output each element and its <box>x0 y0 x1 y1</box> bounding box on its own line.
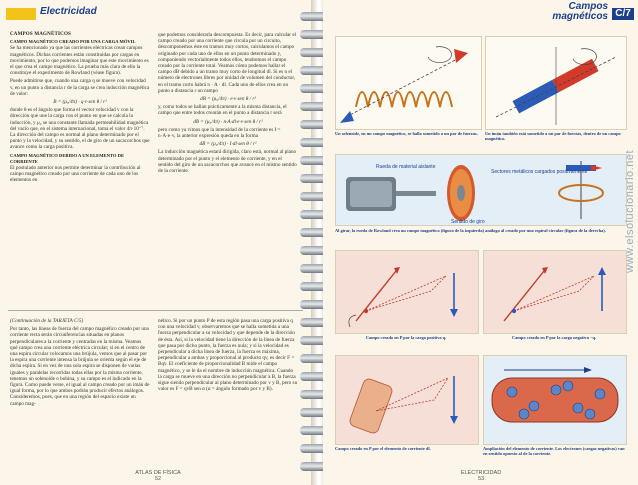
caption-wire: Ampliación del elemento de corriente. Los electrones (cargas negativas) van en sentido opuesto al de la corriente. <box>483 446 625 457</box>
electron-mark <box>573 403 583 413</box>
left-footer <box>128 470 188 482</box>
caption-negative: Campo creado en P por la carga negativa −q. <box>511 335 597 340</box>
watermark-url: www.elsolucionario.net <box>624 150 636 273</box>
paragraph: Por tanto, las líneas de fuerza del campo magnético creado por una corriente recta serán circunferencias situadas en planos perpendiculares a la corriente y centradas en la misma. Veamos qué campo crea una corriente eléctrica circular; si en el centro de una espira circular colocamos una brújula, vemos que al pasar por la espira una corriente intensa la brújula se orienta según el eje de dicha espira. Si en vez de una sola espira se disponen de varias iguales y paralelas recorridas todas ellas por la misma corriente, tenemos un solenoide o bobina, y su campo es el indicado en la figura. Como puede verse, el igual al campo creado por un imán de igual forma, por lo que ambos podrán producir efectos análogos. Consideremos, pues, que en una región del espacio existe un campo mag- <box>10 326 150 407</box>
left-bottom-column-1 <box>10 318 150 409</box>
paragraph: y, como todos se hallan prácticamente a la misma distancia, el campo que entre todos crearán en el punto a distancia r será <box>158 104 287 117</box>
paragraph: que podemos considerarla descompuesta. Es decir, para calcular el campo creado por una corriente que circula por un circuito, descomponemos éste en tramos muy cortos, calculamos el campo originado por cada uno de ellos en un punto determinado y, componiendo vectorialmente todos ellos, tendremos el campo creado por la corriente total. Veamos cómo podemos hallar el campo dB debido a un tramo muy corto de longitud dl. Si es n el número de electrones libres por unidad de volumen del conductor, en el tramo corto habrá n · A · dl. Cada uno de ellos crea en un punto a distancia r un campo <box>158 32 297 94</box>
caption-rowland: Al girar, la rueda de Rowland crea un campo magnético (figura de la izquierda) análogo al creado por una espiral circular (figura de la derecha). <box>335 228 606 233</box>
formula: B = (μ₀/4π) · q·v·sen θ / r² <box>53 99 107 106</box>
electron-mark <box>563 381 573 391</box>
electron-mark <box>529 401 539 411</box>
label-sectors: Sectores metálicos cargados positivamente <box>491 169 588 175</box>
footer-title: ATLAS DE FÍSICA <box>135 470 181 476</box>
positive-charge-figure <box>335 250 479 334</box>
electron-mark <box>507 387 517 397</box>
caption-solenoid: Un solenoide, en un campo magnético, se halla sometido a un par de fuerzas. <box>335 131 478 136</box>
paragraph: La inducción magnética estará dirigida, claro está, normal al plano determinado por el punto y el elemento de corriente, y en el sentido del giro de un sacacorchos que avance en el mismo sentido de la corriente. <box>158 149 297 175</box>
negative-charge-figure <box>483 250 627 334</box>
caption-magnet: Un imán también está sometido a un par de fuerzas, dentro de un campo magnético. <box>485 131 621 142</box>
caption-element: Campo creado en P por el elemento de corriente dl. <box>335 446 431 451</box>
section-heading: CAMPOS MAGNÉTICOS <box>10 32 72 37</box>
paragraph: Puede admitirse que, cuando una carga q se mueve con velocidad v, en un punto a distancia r de la carga se crea inducción magnética de valor: <box>10 78 150 97</box>
wire-electrons-figure <box>483 355 627 445</box>
left-page <box>0 0 315 485</box>
left-bottom-column-2 <box>158 318 298 394</box>
left-header-band <box>6 8 36 20</box>
paragraph: nético. Si por un punto P de esta región pasa una carga positiva q con una velocidad v, observaremos que se halla sometida a una fuerza perpendicular a su velocidad y que depende de la dirección de ésta. Así, si la velocidad tiene la dirección de la línea de fuerza que pasa por dicho punto, la fuerza es nula; y si la velocidad es perpendicular a dicha línea de fuerza, la fuerza es máxima, perpendicular a ambas y proporcional al producto qv, es decir F = Bqv. El coeficiente de proporcionalidad B mide el campo magnético, y se le da el nombre de inducción magnética. Cuando la carga se mueve en una dirección no perpendicular a B, la fuerza sigue siendo perpendicular al plano determinado por v y B, pero su valor es F = qvB sen α (α = ángulo formado por v y B). <box>158 318 298 393</box>
formula: dB = (μ₀/4π) · n·A·dl·e·v·sen θ / r² <box>193 118 263 125</box>
rowland-figure <box>335 154 627 226</box>
formula: dB = (μ₀/4π) · I·dl·sen θ / r² <box>199 141 257 148</box>
right-footer <box>451 470 511 482</box>
paragraph: Se ha mencionado ya que las corrientes eléctricas crean campos magnéticos. Dichas corrientes están constituidas por cargas en movimiento, por lo que podemos imaginar que este movimiento es el que crea el campo magnético. La prueba más clara de ello la constituye el experimento de Rowland (véase figura). <box>10 45 149 77</box>
left-column-2 <box>158 32 298 176</box>
label-wheel: Rueda de material aislante <box>376 164 436 170</box>
left-column-1 <box>10 32 150 186</box>
label-rotation: Sentido de giro <box>451 219 485 225</box>
electron-mark <box>595 389 605 399</box>
section-divider <box>8 310 303 311</box>
right-header-title: Campos magnéticos <box>552 1 608 22</box>
subheading-moving-charge: CAMPO MAGNÉTICO CREADO POR UNA CARGA MÓVIL <box>10 39 136 45</box>
page-number: 53 <box>477 476 485 482</box>
solenoid-figure <box>335 36 482 130</box>
paragraph: pero como ya vimos que la intensidad de la corriente es I = n·A·e·v, la anterior expresión queda en la forma <box>158 126 281 140</box>
continuation-note: (Continuación de la TARJETA C/5) <box>10 318 84 324</box>
caption-positive: Campo creado en P por la carga positiva q. <box>365 335 447 340</box>
right-page <box>323 0 638 485</box>
paragraph: El postulado anterior nos permite determinar la contribución al campo magnético creado por una corriente de cada uno de los elementos en <box>10 165 141 184</box>
magnet-figure <box>485 36 627 130</box>
electron-mark <box>551 385 561 395</box>
formula: dB = (μ₀/4π) · e·v·sen θ / r² <box>200 96 256 103</box>
page-number: 52 <box>154 476 162 482</box>
current-element-figure <box>335 355 479 445</box>
footer-title: ELECTRICIDAD <box>460 470 502 476</box>
electron-mark <box>585 409 595 419</box>
paragraph: donde θ es el ángulo que forma el vector velocidad v con la dirección que une la carga con el punto en que se calcula la inducción, y μ₀ se una constante llamada permeabilidad magnética del vacío que, en el sistema internacional, toma el valor 4π·10⁻⁷. La dirección del campo es normal al plano determinado por el punto y la velocidad, y su sentido, el de giro de un sacacorchos que avance como la carga positiva. <box>10 107 150 151</box>
left-header-title: Electricidad <box>40 6 97 17</box>
subheading-current-element: CAMPO MAGNÉTICO DEBIDO A UN ELEMENTO DE CORRIENTE <box>10 152 125 164</box>
card-code-badge: C/7 <box>612 8 634 20</box>
electron-mark <box>519 409 529 419</box>
